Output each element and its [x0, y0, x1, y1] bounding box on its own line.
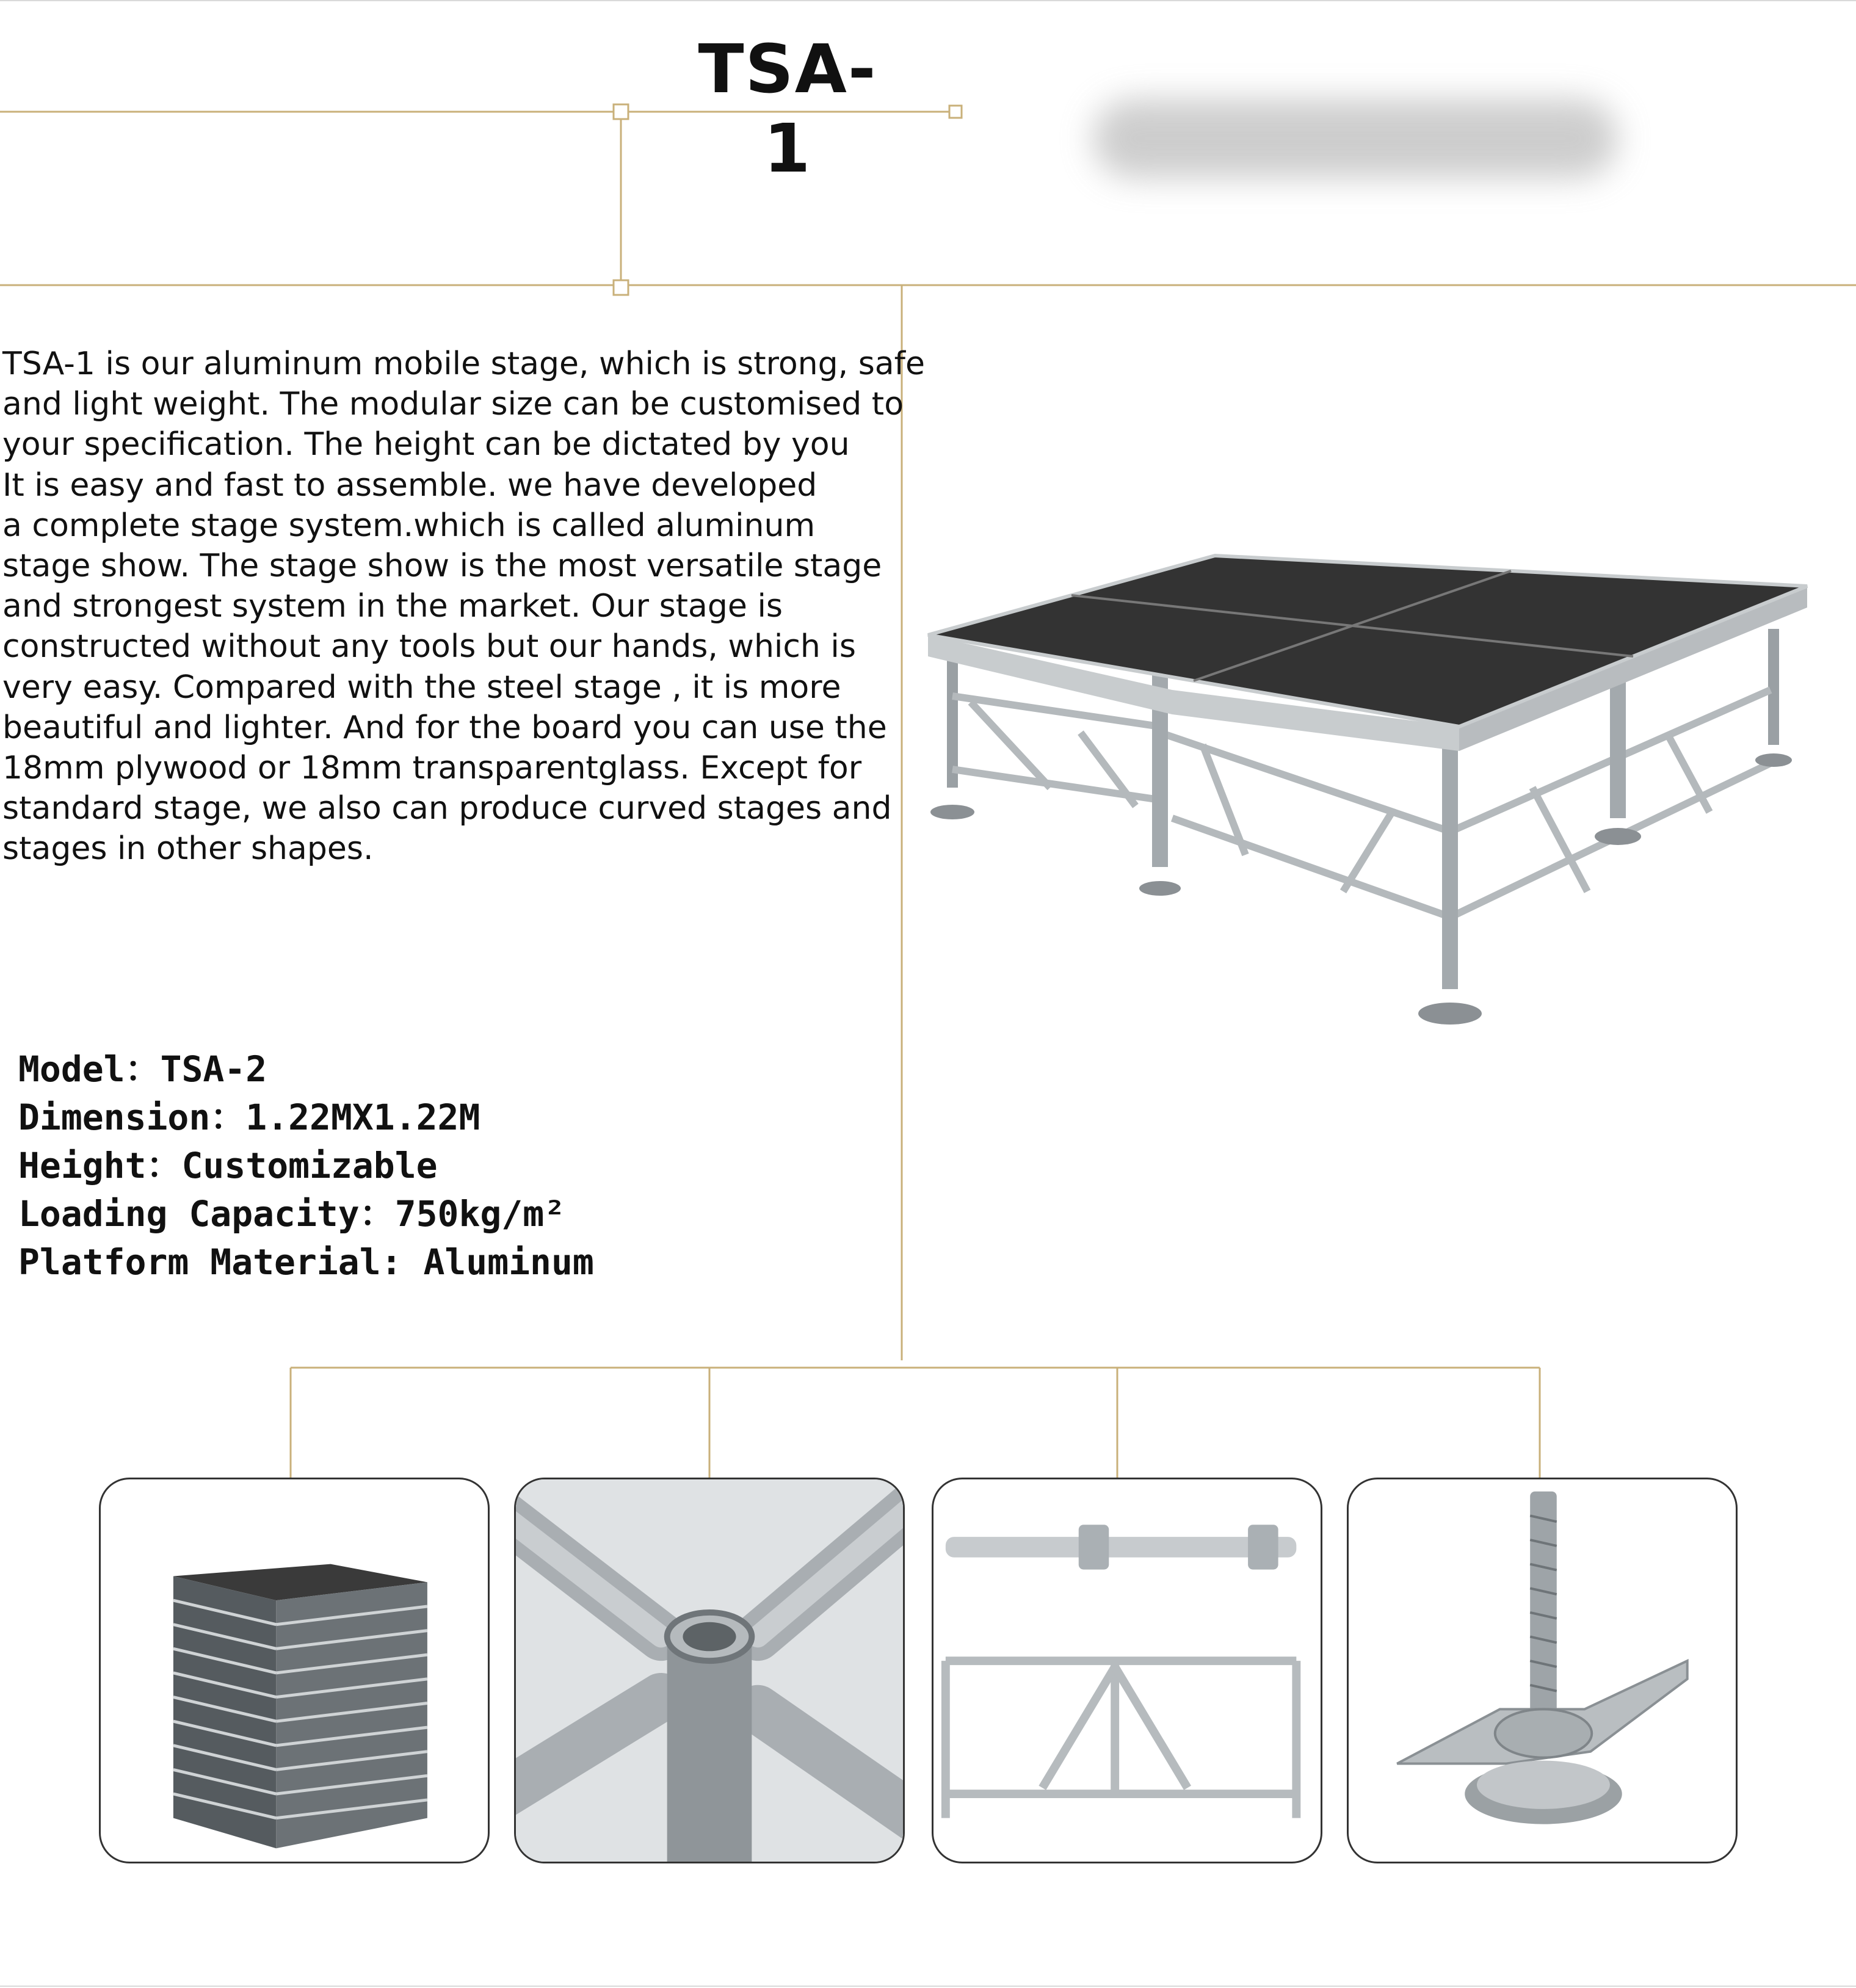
stage-product-image [916, 550, 1819, 1136]
description-line: standard stage, we also can produce curved stages and [2, 790, 892, 827]
product-description [2, 344, 925, 869]
description-line: 18mm plywood or 18mm transparentglass. Except for [2, 749, 862, 786]
thumbnail-leg-and-brace-frame [932, 1478, 1322, 1863]
description-line: a complete stage system.which is called aluminum [2, 507, 816, 544]
spec-height: Height：Customizable [18, 1145, 438, 1186]
spec-dimension: Dimension：1.22MX1.22M [18, 1097, 480, 1138]
description-line: your specification. The height can be dictated by you [2, 426, 850, 463]
spec-list [18, 1045, 594, 1286]
thumbnail-stacked-platforms [99, 1478, 490, 1863]
description-line: and strongest system in the market. Our stage is [2, 588, 783, 625]
spec-model: Model：TSA-2 [18, 1048, 267, 1090]
description-line: TSA-1 is our aluminum mobile stage, which is strong, safe [2, 346, 925, 382]
description-line: stages in other shapes. [2, 830, 374, 868]
description-line: It is easy and fast to assemble. we have developed [2, 466, 817, 504]
blurred-watermark [1093, 99, 1618, 178]
description-line: very easy. Compared with the steel stage , it is more [2, 669, 841, 706]
description-line: stage show. The stage show is the most versatile stage [2, 547, 882, 584]
thumbnail-leg-clamp-joint [514, 1478, 905, 1863]
spec-loading-capacity: Loading Capacity：750kg/m² [18, 1193, 566, 1235]
description-line: and light weight. The modular size can be customised to [2, 386, 904, 423]
spec-platform-material: Platform Material: Aluminum [18, 1241, 594, 1283]
description-line: constructed without any tools but our hands, which is [2, 628, 856, 666]
bottom-border [0, 1986, 1856, 1987]
page-title: TSA-1 [698, 30, 877, 187]
description-line: beautiful and lighter. And for the board you can use the [2, 709, 887, 746]
thumbnail-adjustable-foot [1347, 1478, 1738, 1863]
